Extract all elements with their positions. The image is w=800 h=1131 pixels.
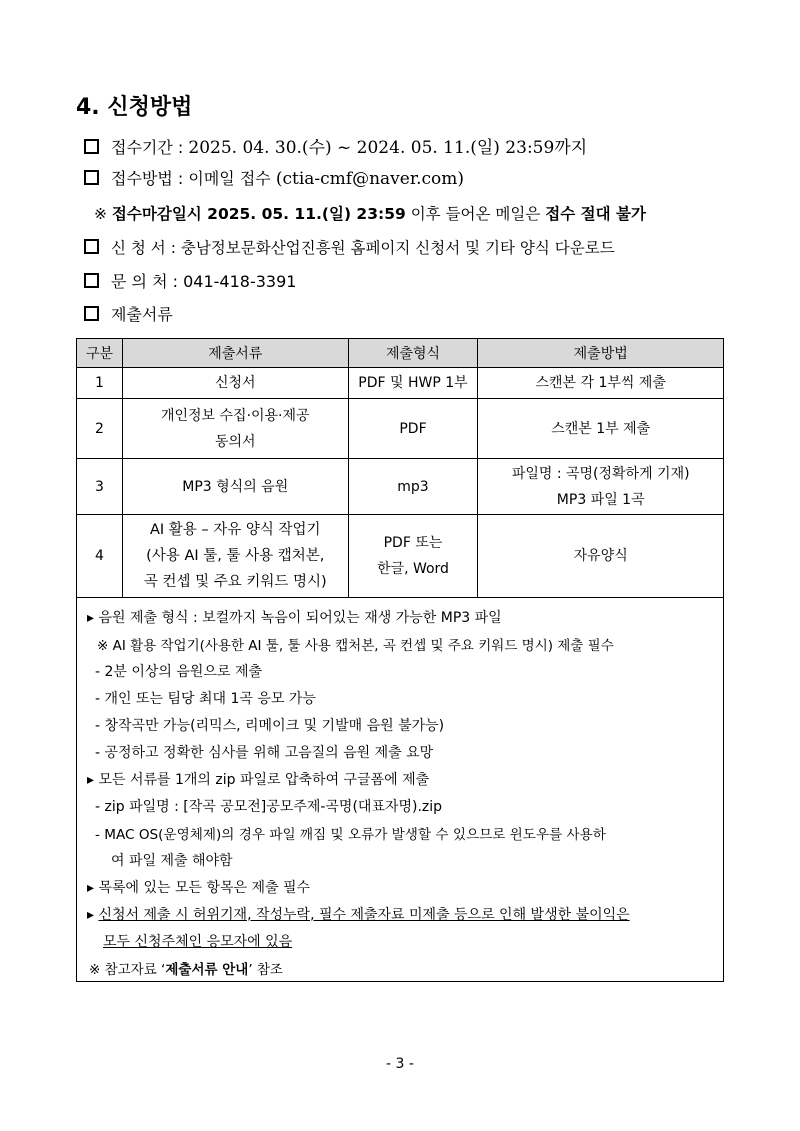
- note-line: - zip 파일명 : [작곡 공모전]공모주제-곡명(대표자명).zip: [95, 799, 443, 815]
- documents-table: [76, 338, 724, 598]
- period-line: 접수기간 : 2025. 04. 30.(수) ~ 2024. 05. 11.(일) 23:59까지: [84, 133, 587, 158]
- header-cell: 제출서류: [122, 339, 348, 368]
- notes-box: [76, 597, 724, 982]
- table-row: 1 신청서 PDF 및 HWP 1부 스캔본 각 1부씩 제출: [77, 368, 724, 399]
- contact-line: 문 의 처 : 041-418-3391: [84, 269, 296, 292]
- note-line: - 창작곡만 가능(리믹스, 리메이크 및 기발매 음원 불가능): [95, 718, 445, 734]
- header-cell: 구분: [77, 339, 123, 368]
- checkbox-icon: [84, 239, 99, 254]
- note-line: ※ AI 활용 작업기(사용한 AI 툴, 툴 사용 캡처본, 곡 컨셉 및 주요 키워드 명시) 제출 필수: [97, 638, 614, 654]
- note-line-underlined: 모두 신청주체인 응모자에 있음: [103, 934, 293, 950]
- note-line: - 개인 또는 팀당 최대 1곡 응모 가능: [95, 691, 316, 707]
- checkbox-icon: [84, 273, 99, 288]
- method-line: 접수방법 : 이메일 접수 (ctia-cmf@naver.com): [84, 166, 464, 189]
- note-line: - 공정하고 정확한 심사를 위해 고음질의 음원 제출 요망: [95, 745, 434, 761]
- note-line: 여 파일 제출 해야함: [111, 853, 233, 869]
- table-row: 3 MP3 형식의 음원 mp3 파일명 : 곡명(정확하게 기재) MP3 파일 1곡: [77, 459, 724, 515]
- header-cell: 제출방법: [478, 339, 724, 368]
- reference-note: ※ 참고자료 ‘제출서류 안내’ 참조: [89, 962, 283, 978]
- header-cell: 제출형식: [348, 339, 478, 368]
- note-line: - MAC OS(운영체제)의 경우 파일 깨짐 및 오류가 발생할 수 있으므로 윈도우를 사용하: [95, 827, 606, 843]
- email-address: (ctia-cmf@naver.com): [275, 169, 464, 189]
- checkbox-icon: [84, 306, 99, 321]
- table-row: 2 개인정보 수집·이용·제공 동의서 PDF 스캔본 1부 제출: [77, 399, 724, 459]
- form-line: 신 청 서 : 충남정보문화산업진흥원 홈페이지 신청서 및 기타 양식 다운로드: [84, 236, 615, 258]
- note-line: ▸ 목록에 있는 모든 항목은 제출 필수: [87, 880, 311, 896]
- checkbox-icon: [84, 170, 99, 185]
- note-line-underlined: ▸ 신청서 제출 시 허위기재, 작성누락, 필수 제출자료 미제출 등으로 인해 발생한 불이익은: [87, 907, 630, 923]
- deadline-note: ※ 접수마감일시 2025. 05. 11.(일) 23:59 이후 들어온 메일은 접수 절대 불가: [94, 205, 646, 223]
- note-line: ▸ 모든 서류를 1개의 zip 파일로 압축하여 구글폼에 제출: [87, 772, 430, 788]
- note-line: ▸ 음원 제출 형식 : 보컬까지 녹음이 되어있는 재생 가능한 MP3 파일: [87, 610, 502, 626]
- note-line: - 2분 이상의 음원으로 제출: [95, 664, 262, 680]
- docs-line: 제출서류: [84, 302, 173, 325]
- page-number: - 3 -: [386, 1056, 414, 1072]
- table-header-row: [77, 339, 724, 368]
- section-heading: 4. 신청방법: [76, 95, 193, 120]
- period-value: 2025. 04. 30.(수) ~ 2024. 05. 11.(일) 23:59까지: [188, 138, 588, 158]
- table-row: 4 AI 활용 – 자유 양식 작업기 (사용 AI 툴, 툴 사용 캡처본, 곡 컨셉 및 주요 키워드 명시) PDF 또는 한글, Word 자유양식: [77, 515, 724, 598]
- checkbox-icon: [84, 139, 99, 154]
